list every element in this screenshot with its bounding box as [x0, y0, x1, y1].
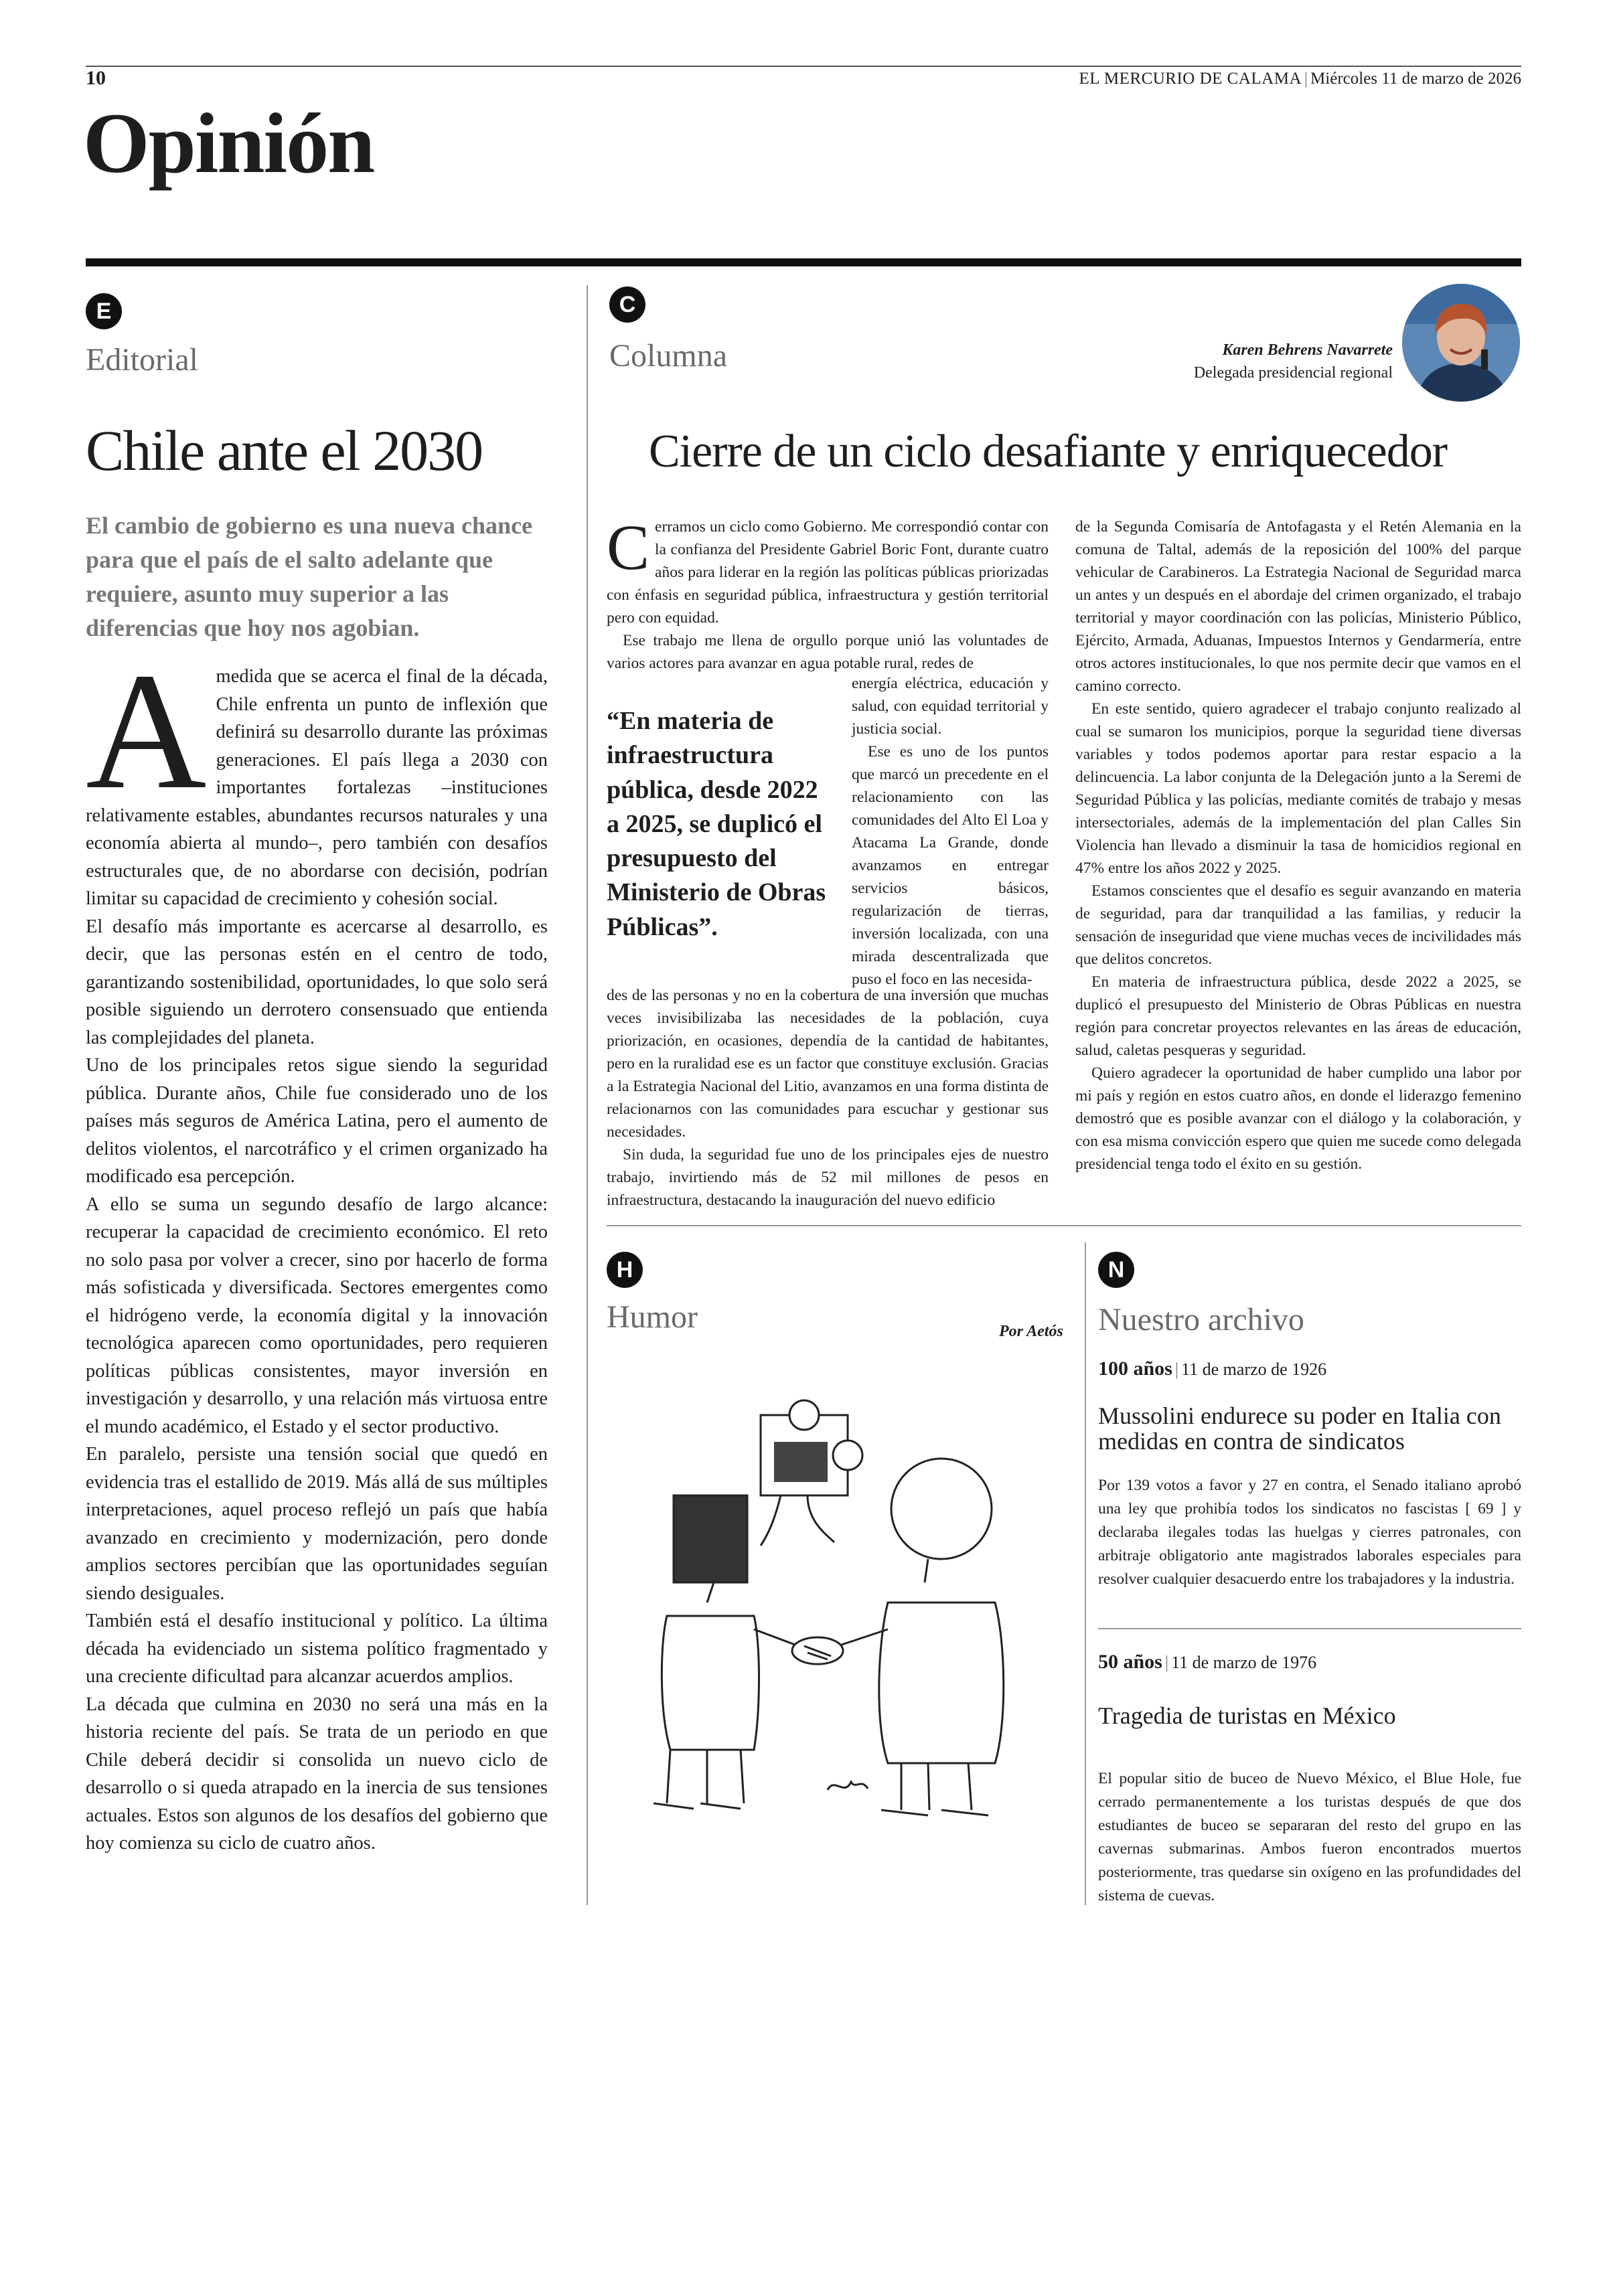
column-badge: C: [609, 286, 645, 323]
column-paragraph: En materia de infraestructura pública, desde 2022 a 2025, se duplicó el presupuesto del Ministerio de Obras Públicas en nuestra región para concretar proyectos relevantes en las áreas de educación, salud, caletas pesqueras y seguridad.: [1075, 973, 1521, 1059]
column-paragraph: En este sentido, quiero agradecer el trabajo conjunto realizado al cual se sumaron los municipios, porque la seguridad tiene diversas variables y todos podemos aportar para restar espacio a la delincuencia. La labor conjunta de la Delegación junto a la Seremi de Seguridad Pública y las policías, mediante comités de trabajo y mesas intersectoriales, además de la implementación del plan Calles Sin Violencia han llevado a disminuir la tasa de homicidios regional en 47% entre los años 2022 y 2025.: [1075, 700, 1521, 877]
archive-kicker: Nuestro archivo: [1098, 1302, 1304, 1337]
column-paragraph: Sin duda, la seguridad fue uno de los principales ejes de nuestro trabajo, invirtiendo más de 52 mil millones de pesos en infraestructura, destacando la inauguración del nuevo edificio: [607, 1146, 1049, 1209]
editorial-paragraph: También está el desafío institucional y político. La última década ha evidenciado un sistema político fragmentado y una creciente dificultad para alcanzar acuerdos amplios.: [86, 1611, 548, 1687]
column-paragraph: Quiero agradecer la oportunidad de haber cumplido una labor por mi país y región en estos cuatro años, en donde el liderazgo femenino demostró que es posible avanzar con el diálogo y la colaboración, y con esa misma convicción espero que quien me sucede como delegada presidencial tenga todo el éxito en su gestión.: [1075, 1064, 1521, 1173]
editorial-paragraph: La década que culmina en 2030 no será una más en la historia reciente del país. Se trata de un periodo en que Chile deberá decidir si consolida un nuevo ciclo de desarrollo o si queda atrapado en la inercia de sus tensiones actuales. Estos son algunos de los desafíos del gobierno que hoy comienza su ciclo de cuatro años.: [86, 1694, 548, 1854]
section-rule: [86, 258, 1521, 266]
editorial-badge: E: [86, 293, 122, 329]
archive-separator: |: [1164, 1653, 1169, 1672]
column-paragraph: des de las personas y no en la cobertura de una inversión que muchas veces invisibilizaba las necesidades de la población, cuya priorización, en ocasiones, dependía de la cantidad de habitantes, pero en la ruralidad ese es un factor que constituye exclusión. Gracias a la Estrategia Nacional del Litio, avanzamos en una forma distinta de relacionarnos con las comunidades para escuchar y gestionar sus necesidades.: [607, 987, 1049, 1141]
column-text-right: [1075, 515, 1521, 1175]
column-divider: [587, 285, 588, 1905]
archive-date-line: [1098, 1651, 1316, 1673]
column-text-lower: [607, 984, 1049, 1212]
issue-date: Miércoles 11 de marzo de 2026: [1310, 70, 1521, 88]
column-paragraph: Ese trabajo me llena de orgullo porque unió las voluntades de varios actores para avanzar en agua potable rural, redes de: [607, 632, 1049, 672]
column-dropcap: C: [607, 511, 650, 583]
author-name: Karen Behrens Navarrete: [1222, 341, 1393, 359]
column-headline[interactable]: Cierre de un ciclo desafiante y enriquecedor: [648, 426, 1448, 477]
page-number: 10: [86, 67, 106, 89]
editorial-paragraph: Amedida que se acerca el final de la década, Chile enfrenta un punto de inflexión que definirá su desarrollo durante las próximas generaciones. El país llega a 2030 con importantes fortalezas –instituciones relativamente estables, abundantes recursos naturales y una economía abierta al mundo–, pero también con desafíos estructurales que, de no abordarse con decisión, podrían limitar su capacidad de crecimiento y cohesión social.: [86, 639, 548, 909]
author-photo: [1402, 284, 1520, 402]
newspaper-name: EL MERCURIO DE CALAMA: [1079, 70, 1302, 88]
column-paragraph: energía eléctrica, educación y salud, con equidad territorial y justicia social.: [852, 675, 1049, 738]
masthead-separator: |: [1304, 70, 1308, 88]
humor-cartoon: [607, 1362, 1067, 1839]
archive-date: 11 de marzo de 1976: [1171, 1653, 1317, 1672]
archive-title[interactable]: Tragedia de turistas en México: [1098, 1702, 1396, 1729]
archive-body: El popular sitio de buceo de Nuevo México, el Blue Hole, fue cerrado permanentemente a los turistas después de que dos estudiantes de buceo se separaran del resto del grupo en las cavernas submarinas. Ambos fueron encontrados muertos posteriormente, tras quedarse sin oxígeno en las profundidades del sistema de cuevas.: [1098, 1770, 1521, 1904]
handshake-cartoon-icon: [607, 1362, 1067, 1839]
header-rule: [86, 66, 1521, 67]
author-portrait-icon: [1402, 284, 1520, 402]
archive-title[interactable]: Mussolini endurece su poder en Italia con medidas en contra de sindicatos: [1098, 1402, 1501, 1455]
editorial-paragraph: A ello se suma un segundo desafío de largo alcance: recuperar la capacidad de crecimiento económico. El reto no solo pasa por volver a crecer, sino por hacerlo de forma más sofisticada y diversificada. Sectores emergentes como el hidrógeno verde, la economía digital y la innovación tecnológica aparecen como oportunidades, pero requieren políticas públicas consistentes, mayor inversión en investigación y desarrollo, y una relación más virtuosa entre el mundo académico, el Estado y el sector productivo.: [86, 1194, 548, 1437]
editorial-kicker: Editorial: [86, 342, 198, 378]
section-title: Opinión: [83, 96, 374, 191]
cartoon-byline: Por Aetós: [999, 1323, 1063, 1340]
editorial-headline[interactable]: Chile ante el 2030: [86, 418, 483, 483]
column-divider: [1085, 1242, 1086, 1905]
editorial-paragraph: En paralelo, persiste una tensión social que quedó en evidencia tras el estallido de 2019. Más allá de sus múltiples interpretaciones, aquel proceso reflejó un país que había avanzado en crecimiento y modernización, pero donde amplios sectores percibían que las oportunidades seguían siendo desiguales.: [86, 1444, 548, 1604]
editorial-subhead: El cambio de gobierno es una nueva chance para que el país de el salto adelante que requiere, asunto muy superior a las diferencias que hoy nos agobian.: [86, 512, 533, 642]
archive-badge: N: [1098, 1252, 1134, 1288]
column-text-narrow: [852, 672, 1049, 991]
column-paragraph: Cerramos un ciclo como Gobierno. Me correspondió contar con la confianza del Presidente Gabriel Boric Font, durante cuatro años para liderar en la región las políticas públicas priorizadas con énfasis en seguridad pública, infraestructura y gestión territorial pero con equidad.: [607, 511, 1049, 627]
pull-quote: “En materia de infraestructura pública, desde 2022 a 2025, se duplicó el presupuesto del Ministerio de Obras Públicas”.: [607, 707, 826, 941]
archive-years: 100 años: [1098, 1358, 1172, 1380]
section-divider: [607, 1225, 1521, 1226]
archive-date: 11 de marzo de 1926: [1181, 1360, 1327, 1379]
editorial-paragraph: El desafío más importante es acercarse al desarrollo, es decir, que las personas estén en el centro de todo, garantizando sostenibilidad, oportunidades, lo que solo será posible siguiendo un derrotero consensuado que entienda las complejidades del planeta.: [86, 916, 548, 1048]
humor-badge: H: [607, 1252, 643, 1288]
column-paragraph: de la Segunda Comisaría de Antofagasta y el Retén Alemania en la comuna de Taltal, además de la reposición del 100% del parque vehicular de Carabineros. La Estrategia Nacional de Seguridad marca un antes y un después en el abordaje del crimen organizado, el trabajo territorial y mayor coordinación con las policías, Ministerio Público, Ejército, Armada, Aduanas, Impuestos Internos y Gendarmería, entre otros actores institucionales, lo que nos permite decir que vamos en el camino correcto.: [1075, 518, 1521, 695]
archive-divider: [1098, 1628, 1521, 1629]
editorial-dropcap: A: [86, 639, 207, 824]
archive-separator: |: [1174, 1360, 1179, 1379]
column-paragraph: Ese es uno de los puntos que marcó un precedente en el relacionamiento con las comunidades del Alto El Loa y Atacama La Grande, donde avanzamos en entregar servicios básicos, regularización de tierras, inversión localizada, con una mirada descentralizada que puso el foco en las necesida-: [852, 743, 1049, 988]
archive-date-line: [1098, 1358, 1326, 1380]
column-kicker: Columna: [609, 338, 727, 374]
author-role: Delegada presidencial regional: [1193, 364, 1393, 382]
column-paragraph: Estamos conscientes que el desafío es seguir avanzando en materia de seguridad, para dar tranquilidad a las familias, y reducir la sensación de inseguridad que viene muchas veces de incivilidades más que delitos concretos.: [1075, 882, 1521, 968]
editorial-body: [86, 639, 548, 1858]
archive-body: Por 139 votos a favor y 27 en contra, el Senado italiano aprobó una ley que prohibía todos los sindicatos no fascistas [ 69 ] y declaraba ilegales todas las huelgas y cierres patronales, con arbitraje obligatorio ante magistrados laborales especiales para resolver cualquier desacuerdo entre los trabajadores y la industria.: [1098, 1477, 1521, 1588]
editorial-paragraph: Uno de los principales retos sigue siendo la seguridad pública. Durante años, Chile fue considerado uno de los países más seguros de América Latina, pero el aumento de delitos violentos, el narcotráfico y el crimen organizado ha modificado esa percepción.: [86, 1055, 548, 1187]
column-text-left: [607, 511, 1049, 675]
masthead: [1079, 70, 1521, 88]
humor-kicker: Humor: [607, 1299, 698, 1335]
archive-years: 50 años: [1098, 1651, 1162, 1673]
